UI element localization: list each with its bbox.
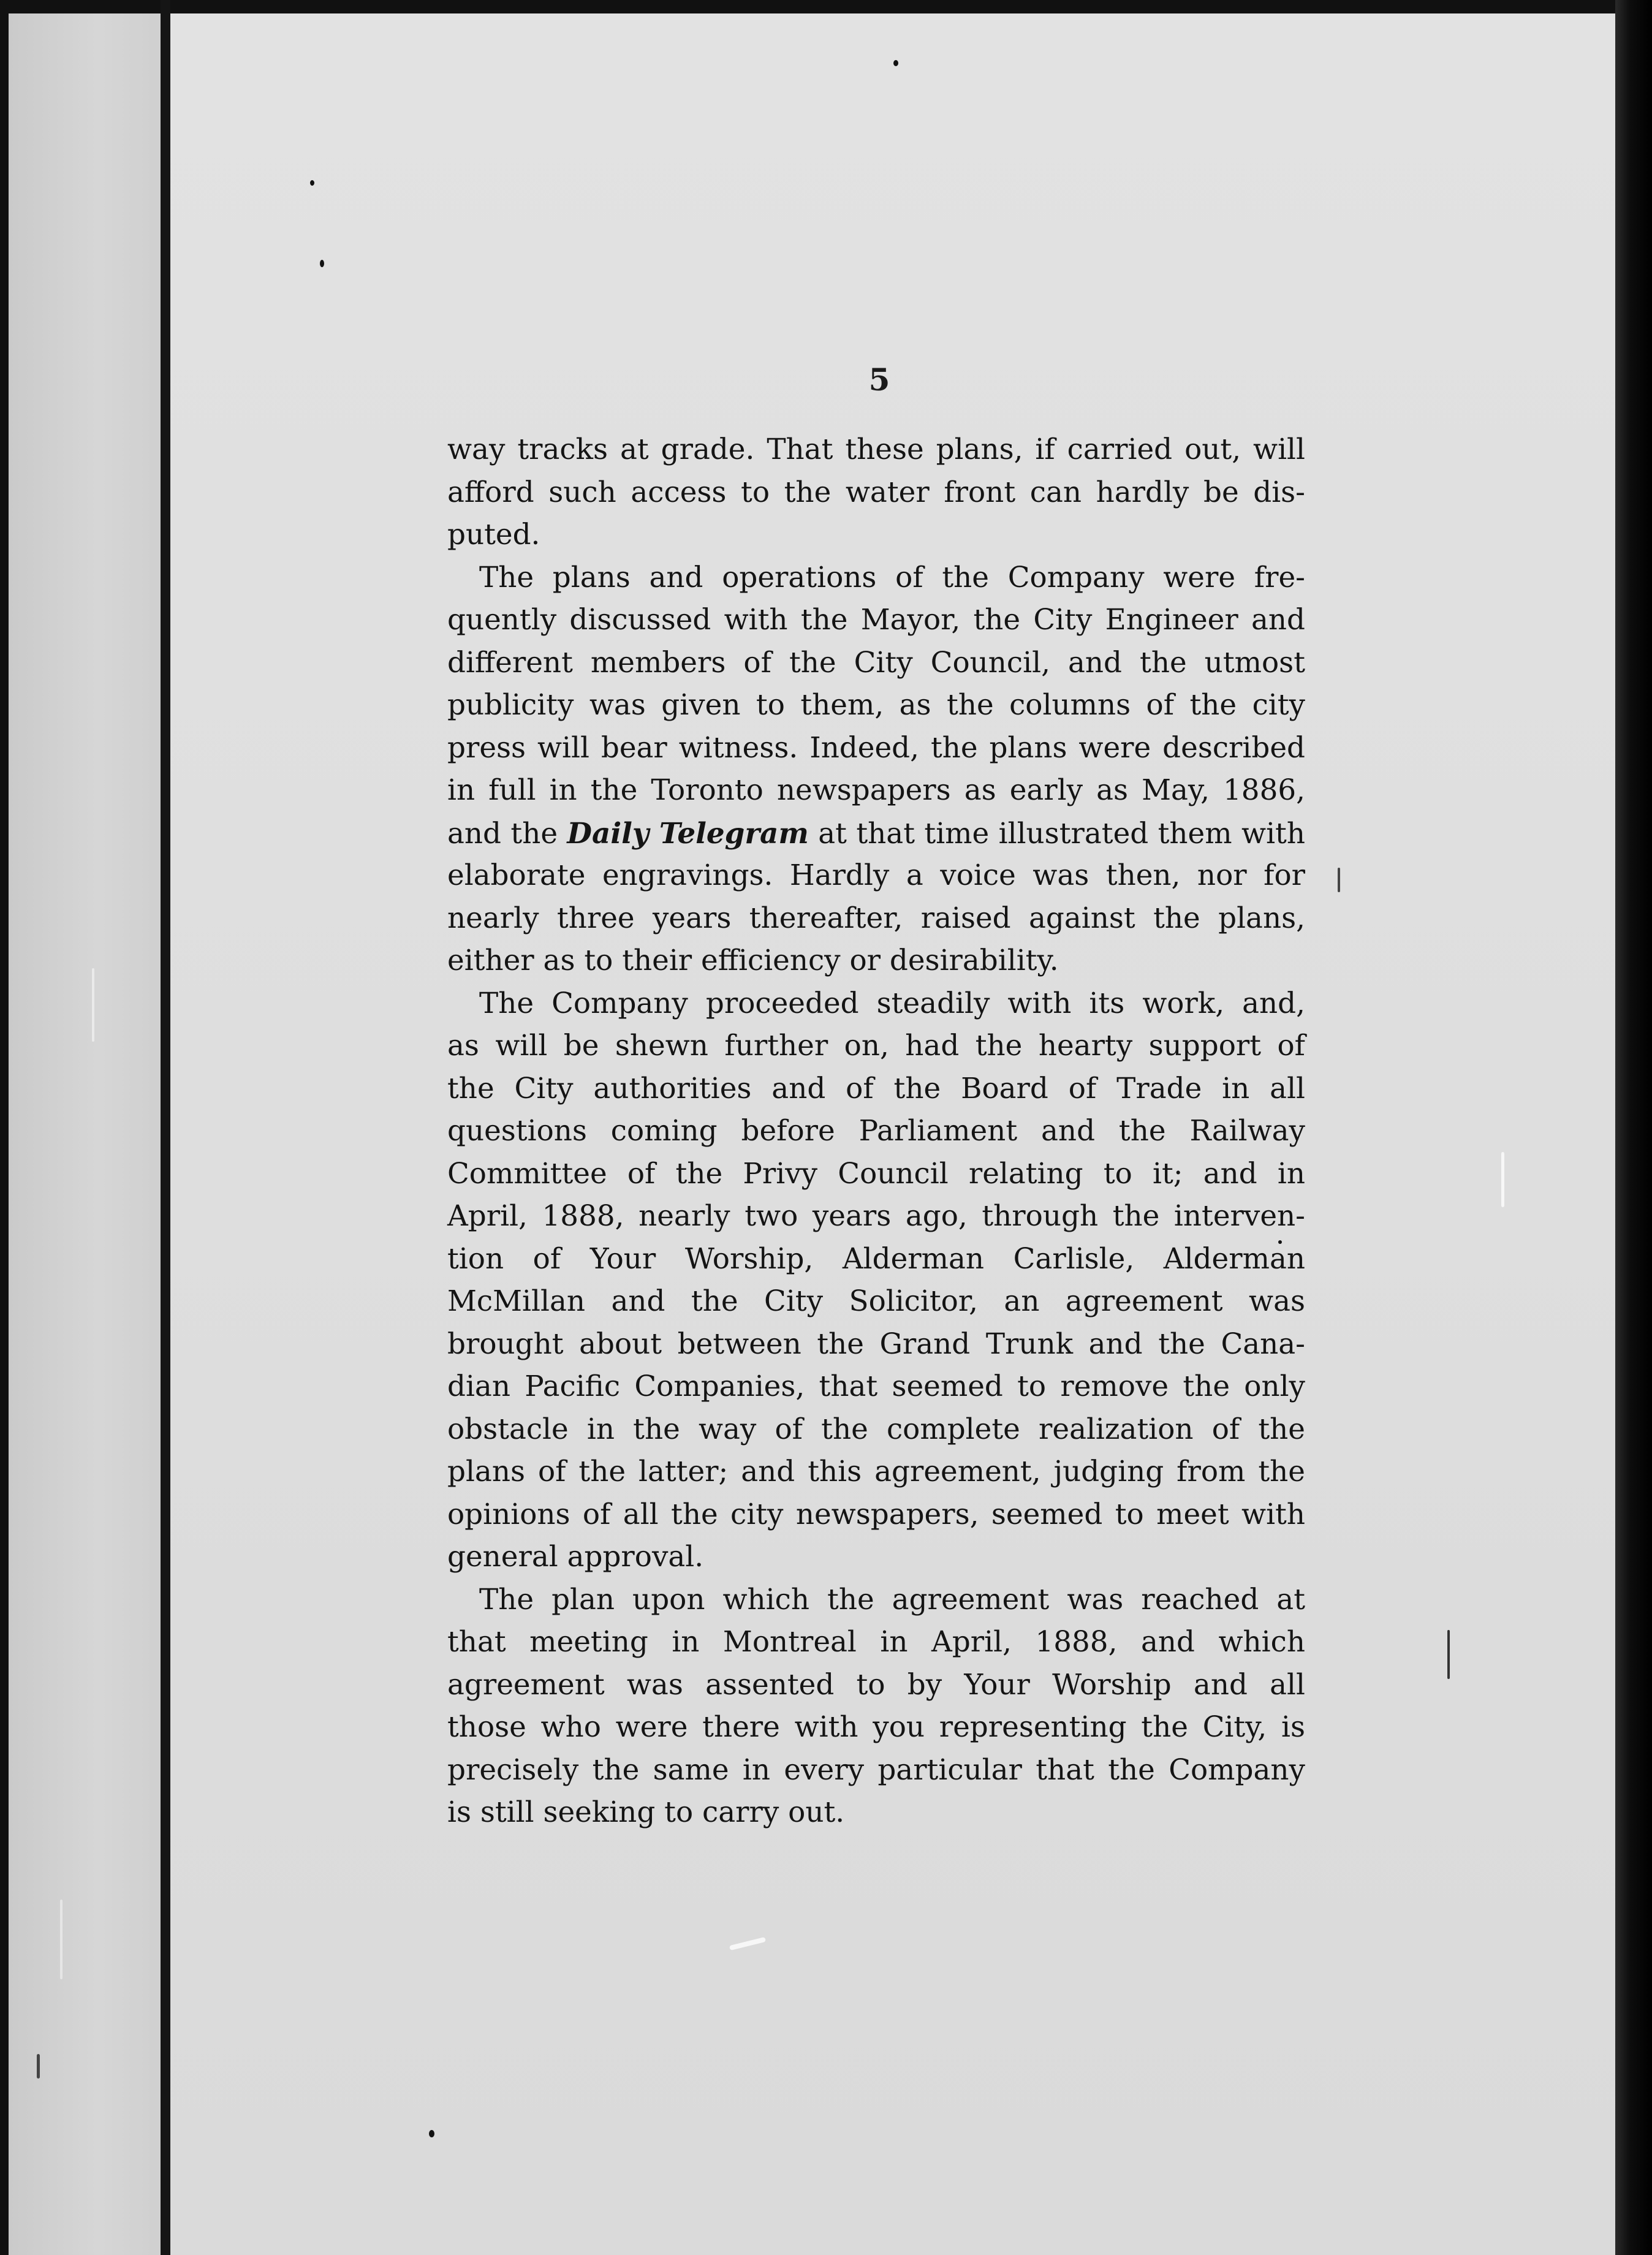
text-line: way tracks at grade. That these plans, if carried out, will	[447, 433, 1305, 466]
text-line: in full in the Toronto newspapers as early as May, 1886,	[447, 774, 1305, 807]
dust-speck	[1447, 1630, 1450, 1679]
text-line: McMillan and the City Solicitor, an agreement was	[447, 1285, 1305, 1318]
text-line	[447, 557, 1305, 600]
text-line: brought about between the Grand Trunk and the Cana-	[447, 1327, 1305, 1361]
text-line: obstacle in the way of the complete realization of the	[447, 1412, 1305, 1446]
dust-speck	[1338, 868, 1340, 892]
right-scan-border	[1615, 0, 1652, 2255]
text-line: press will bear witness. Indeed, the plans were described	[447, 731, 1305, 765]
body-text	[447, 429, 1305, 1835]
text-line: elaborate engravings. Hardly a voice was then, nor for	[447, 859, 1305, 892]
text-segment: and the	[447, 817, 567, 851]
text-segment: at that time illustrated them with	[808, 817, 1305, 851]
text-line: questions coming before Parliament and the Railway	[447, 1115, 1305, 1148]
text-line-content: The plans and operations of the Company were fre-	[479, 561, 1305, 594]
text-line: tion of Your Worship, Alderman Carlisle, Alderman	[447, 1242, 1305, 1276]
text-line	[447, 1579, 1305, 1622]
text-line: opinions of all the city newspapers, seemed to meet with	[447, 1498, 1305, 1531]
scan-scratch	[60, 1900, 63, 1979]
text-line: publicity was given to them, as the columns of the city	[447, 689, 1305, 722]
facing-page-blank	[0, 0, 164, 2255]
text-line: afford such access to the water front can hardly be dis-	[447, 476, 1305, 509]
dust-speck	[37, 2054, 40, 2079]
dust-speck	[893, 60, 898, 66]
text-line: is still seeking to carry out.	[447, 1796, 845, 1829]
text-line: nearly three years thereafter, raised against the plans,	[447, 901, 1305, 935]
text-line: general approval.	[447, 1541, 704, 1574]
top-scan-border	[0, 0, 1652, 13]
text-line: April, 1888, nearly two years ago, through the interven-	[447, 1200, 1305, 1233]
text-line	[447, 983, 1305, 1026]
text-line: either as to their efficiency or desirability.	[447, 944, 1059, 977]
text-line-with-italic	[447, 813, 1305, 855]
text-line: puted.	[447, 518, 540, 551]
binding-gutter	[161, 0, 170, 2255]
text-line: the City authorities and of the Board of Trade in all	[447, 1072, 1305, 1105]
text-line-content: The Company proceeded steadily with its work, and,	[479, 987, 1305, 1020]
newspaper-name-italic: Daily Telegram	[567, 816, 809, 851]
page-number: 5	[868, 362, 890, 398]
text-line: Committee of the Privy Council relating to it; and in	[447, 1157, 1305, 1191]
text-line: precisely the same in every particular that the Company	[447, 1753, 1305, 1787]
text-line: different members of the City Council, and the utmost	[447, 646, 1305, 680]
left-scan-border	[0, 0, 9, 2255]
text-line-content: The plan upon which the agreement was reached at	[479, 1583, 1305, 1616]
text-line: quently discussed with the Mayor, the City Engineer and	[447, 604, 1305, 637]
dust-speck	[429, 2130, 434, 2137]
dust-speck	[320, 260, 324, 267]
scan-scratch	[1501, 1152, 1504, 1207]
text-line: as will be shewn further on, had the hearty support of	[447, 1029, 1305, 1063]
text-line: agreement was assented to by Your Worship and all	[447, 1668, 1305, 1702]
scan-scratch	[92, 968, 94, 1042]
text-line: plans of the latter; and this agreement, judging from the	[447, 1455, 1305, 1488]
text-line: that meeting in Montreal in April, 1888, and which	[447, 1626, 1305, 1659]
text-line: dian Pacific Companies, that seemed to remove the only	[447, 1370, 1305, 1403]
text-line: those who were there with you representing the City, is	[447, 1711, 1305, 1744]
dust-speck	[310, 180, 314, 186]
